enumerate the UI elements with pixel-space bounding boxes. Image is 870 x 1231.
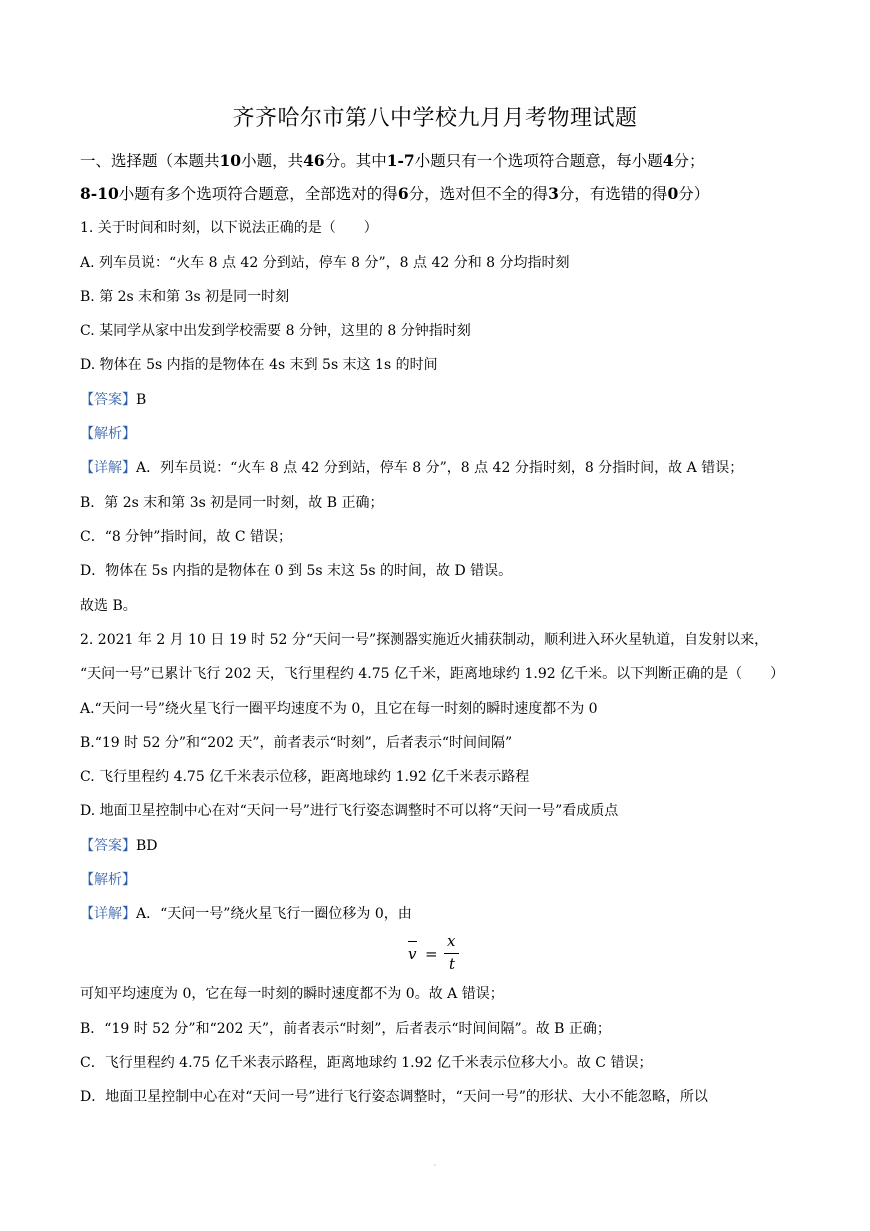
q1-detail-1: 【详解】A．列车员说：“火车 8 点 42 分到站，停车 8 分”，8 点 42 分指时刻，8 分指时间，故 A 错误； (80, 460, 744, 476)
q2-answer: 【答案】BD (80, 838, 158, 854)
q2-detail-5: D．地面卫星控制中心在对“天问一号”进行飞行姿态调整时，“天问一号”的形状、大小不能忽略，所以 (80, 1089, 708, 1105)
document-page: 齐齐哈尔市第八中学校九月月考物理试题 一、选择题（本题共10小题，共46分。其中1-7小题只有一个选项符合题意，每小题4分； 8-10小题有多个选项符合题意，全部选对的得6分，选对但不全的得3分，有选错的得0分） 1. 关于时间和时刻，以下说法正确的是（ ） A. 列车员说：“火车 8 点 42 分到站，停车 8 分”，8 点 42 分和 8 分均指时刻 B. 第 2s 末和第 3s 初是同一时刻 C. 某同学从家中出发到学校需要 8 分钟，这里的 8 分钟指时刻 D. 物体在 5s 内指的是物体在 4s 末到 5s 末这 1s 的时间 【答案】B 【解析】 【详解】A．列车员说：“火车 8 点 42 分到站，停车 8 分”，8 点 42 分指时刻，8 分指时间，故 A 错误； B．第 2s 末和第 3s 初是同一时刻，故 B 正确； C．“8 分钟”指时间，故 C 错误； D．物体在 5s 内指的是物体在 0 到 5s 末这 5s 的时间，故 D 错误。 故选 B。 2. 2021 年 2 月 10 日 19 时 52 分“天问一号”探测器实施近火捕获制动，顺利进入环火星轨道，自发射以来， “天问一号”已累计飞行 202 天，飞行里程约 4.75 亿千米，距离地球约 1.92 亿千米。以下判断正确的是（ ） A.“天问一号”绕火星飞行一圈平均速度不为 0，且它在每一时刻的瞬时速度都不为 0 B.“19 时 52 分”和“202 天”，前者表示“时刻”，后者表示“时间间隔” C. 飞行里程约 4.75 亿千米表示位移，距离地球约 1.92 亿千米表示路程 D. 地面卫星控制中心在对“天问一号”进行飞行姿态调整时不可以将“天问一号”看成质点 【答案】BD 【解析】 【详解】A．“天问一号”绕火星飞行一圈位移为 0，由 v = x t 可知平均速度为 0，它在每一时刻的瞬时速度都不为 0。故 A 错误； B．“19 时 52 分”和“202 天”，前者表示“时刻”，后者表示“时间间隔”。故 B 正确； C．飞行里程约 4.75 亿千米表示路程，距离地球约 1.92 亿千米表示位移大小。故 C 错误； D．地面卫星控制中心在对“天问一号”进行飞行姿态调整时，“天问一号”的形状、大小不能忽略，所以 (0, 0, 870, 1231)
q2-detail-3: B．“19 时 52 分”和“202 天”，前者表示“时刻”，后者表示“时间间隔”。故 B 正确； (80, 1021, 611, 1037)
q2-stem-2: “天问一号”已累计飞行 202 天，飞行里程约 4.75 亿千米，距离地球约 1.92 亿千米。以下判断正确的是（ ） (80, 666, 785, 682)
q2-detail-2: 可知平均速度为 0，它在每一时刻的瞬时速度都不为 0。故 A 错误； (80, 986, 504, 1002)
q2-detail-4: C．飞行里程约 4.75 亿千米表示路程，距离地球约 1.92 亿千米表示位移大小。故 C 错误； (80, 1055, 653, 1071)
q1-detail-2: B．第 2s 末和第 3s 初是同一时刻，故 B 正确； (80, 495, 384, 511)
overline (408, 941, 417, 942)
q2-detail-1: 【详解】A．“天问一号”绕火星飞行一圈位移为 0，由 (80, 906, 412, 922)
q1-option-c: C. 某同学从家中出发到学校需要 8 分钟，这里的 8 分钟指时刻 (80, 323, 471, 339)
q2-analysis-tag: 【解析】 (80, 872, 136, 888)
q1-option-d: D. 物体在 5s 内指的是物体在 4s 末到 5s 末这 1s 的时间 (80, 357, 438, 373)
q2-option-a: A.“天问一号”绕火星飞行一圈平均速度不为 0，且它在每一时刻的瞬时速度都不为 0 (80, 701, 598, 717)
q1-analysis-tag: 【解析】 (80, 426, 136, 442)
q2-option-d: D. 地面卫星控制中心在对“天问一号”进行飞行姿态调整时不可以将“天问一号”看成质点 (80, 803, 619, 819)
q1-detail-3: C．“8 分钟”指时间，故 C 错误； (80, 529, 292, 545)
section-heading-line-2: 8-10小题有多个选项符合题意，全部选对的得6分，选对但不全的得3分，有选错的得0分） (80, 184, 710, 203)
q2-stem-1: 2. 2021 年 2 月 10 日 19 时 52 分“天问一号”探测器实施近火捕获制动，顺利进入环火星轨道，自发射以来， (80, 632, 769, 648)
q1-option-b: B. 第 2s 末和第 3s 初是同一时刻 (80, 289, 290, 305)
q1-option-a: A. 列车员说：“火车 8 点 42 分到站，停车 8 分”，8 点 42 分和 8 分均指时刻 (80, 255, 570, 271)
q1-answer: 【答案】B (80, 392, 147, 408)
section-heading-line-1: 一、选择题（本题共10小题，共46分。其中1-7小题只有一个选项符合题意，每小题4分； (80, 151, 705, 170)
fraction-bar (444, 953, 459, 954)
watermark-dot (424, 1160, 446, 1172)
q1-stem: 1. 关于时间和时刻，以下说法正确的是（ ） (80, 220, 378, 236)
page-title: 齐齐哈尔市第八中学校九月月考物理试题 (232, 106, 638, 131)
q1-conclusion: 故选 B。 (80, 598, 137, 614)
q1-detail-4: D．物体在 5s 内指的是物体在 0 到 5s 末这 5s 的时间，故 D 错误。 (80, 563, 513, 579)
q2-option-c: C. 飞行里程约 4.75 亿千米表示位移，距离地球约 1.92 亿千米表示路程 (80, 769, 530, 785)
q2-option-b: B.“19 时 52 分”和“202 天”，前者表示“时刻”，后者表示“时间间隔” (80, 735, 513, 751)
